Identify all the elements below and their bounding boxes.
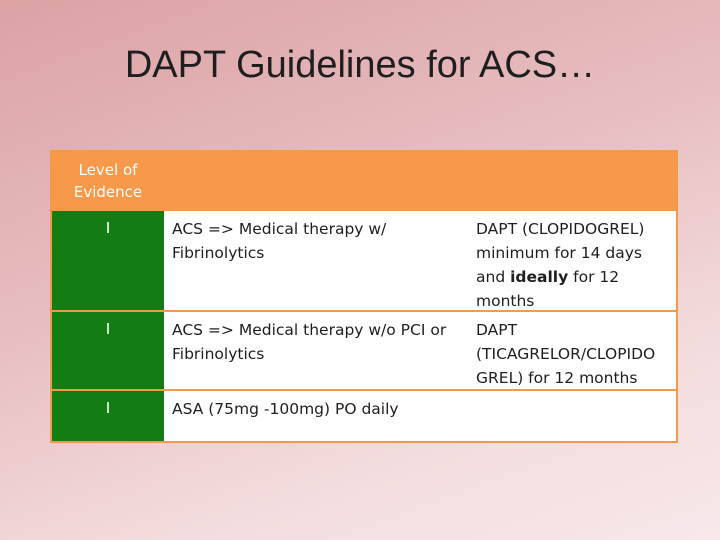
text-line: Fibrinolytics	[172, 345, 265, 363]
condition-cell	[164, 391, 476, 441]
recommendation-cell	[476, 391, 676, 441]
header-line: Level of	[78, 161, 138, 179]
text-fragment: and	[476, 268, 511, 286]
text-line: GREL) for 12 months	[476, 369, 638, 387]
condition-header	[164, 152, 476, 209]
recommendation-header	[476, 152, 676, 209]
table-row	[52, 310, 676, 389]
level-of-evidence-header	[52, 152, 164, 209]
text-line: (TICAGRELOR/CLOPIDO	[476, 345, 656, 363]
text-line: ACS => Medical therapy w/o PCI or	[172, 321, 447, 339]
text-line: ACS => Medical therapy w/	[172, 220, 387, 238]
text-fragment: for 12	[568, 268, 620, 286]
slide-title: DAPT Guidelines for ACS…	[124, 44, 596, 86]
header-line: Evidence	[73, 183, 143, 201]
text-line: minimum for 14 days	[476, 244, 642, 262]
table-row	[52, 209, 676, 310]
level-cell: I	[52, 211, 164, 310]
text-line: ASA (75mg -100mg) PO daily	[172, 400, 399, 418]
condition-cell	[164, 312, 476, 389]
level-cell: I	[52, 312, 164, 389]
recommendation-cell	[476, 312, 676, 389]
table-row	[52, 389, 676, 441]
guidelines-table	[50, 150, 678, 443]
emphasis-text: ideally	[510, 268, 569, 286]
text-line: DAPT (CLOPIDOGREL)	[476, 220, 645, 238]
condition-cell	[164, 211, 476, 310]
text-line: Fibrinolytics	[172, 244, 265, 262]
recommendation-cell	[476, 211, 676, 310]
table-header-row	[52, 152, 676, 209]
text-line: DAPT	[476, 321, 518, 339]
text-line: months	[476, 292, 535, 310]
level-cell: I	[52, 391, 164, 441]
text-line	[476, 265, 672, 289]
